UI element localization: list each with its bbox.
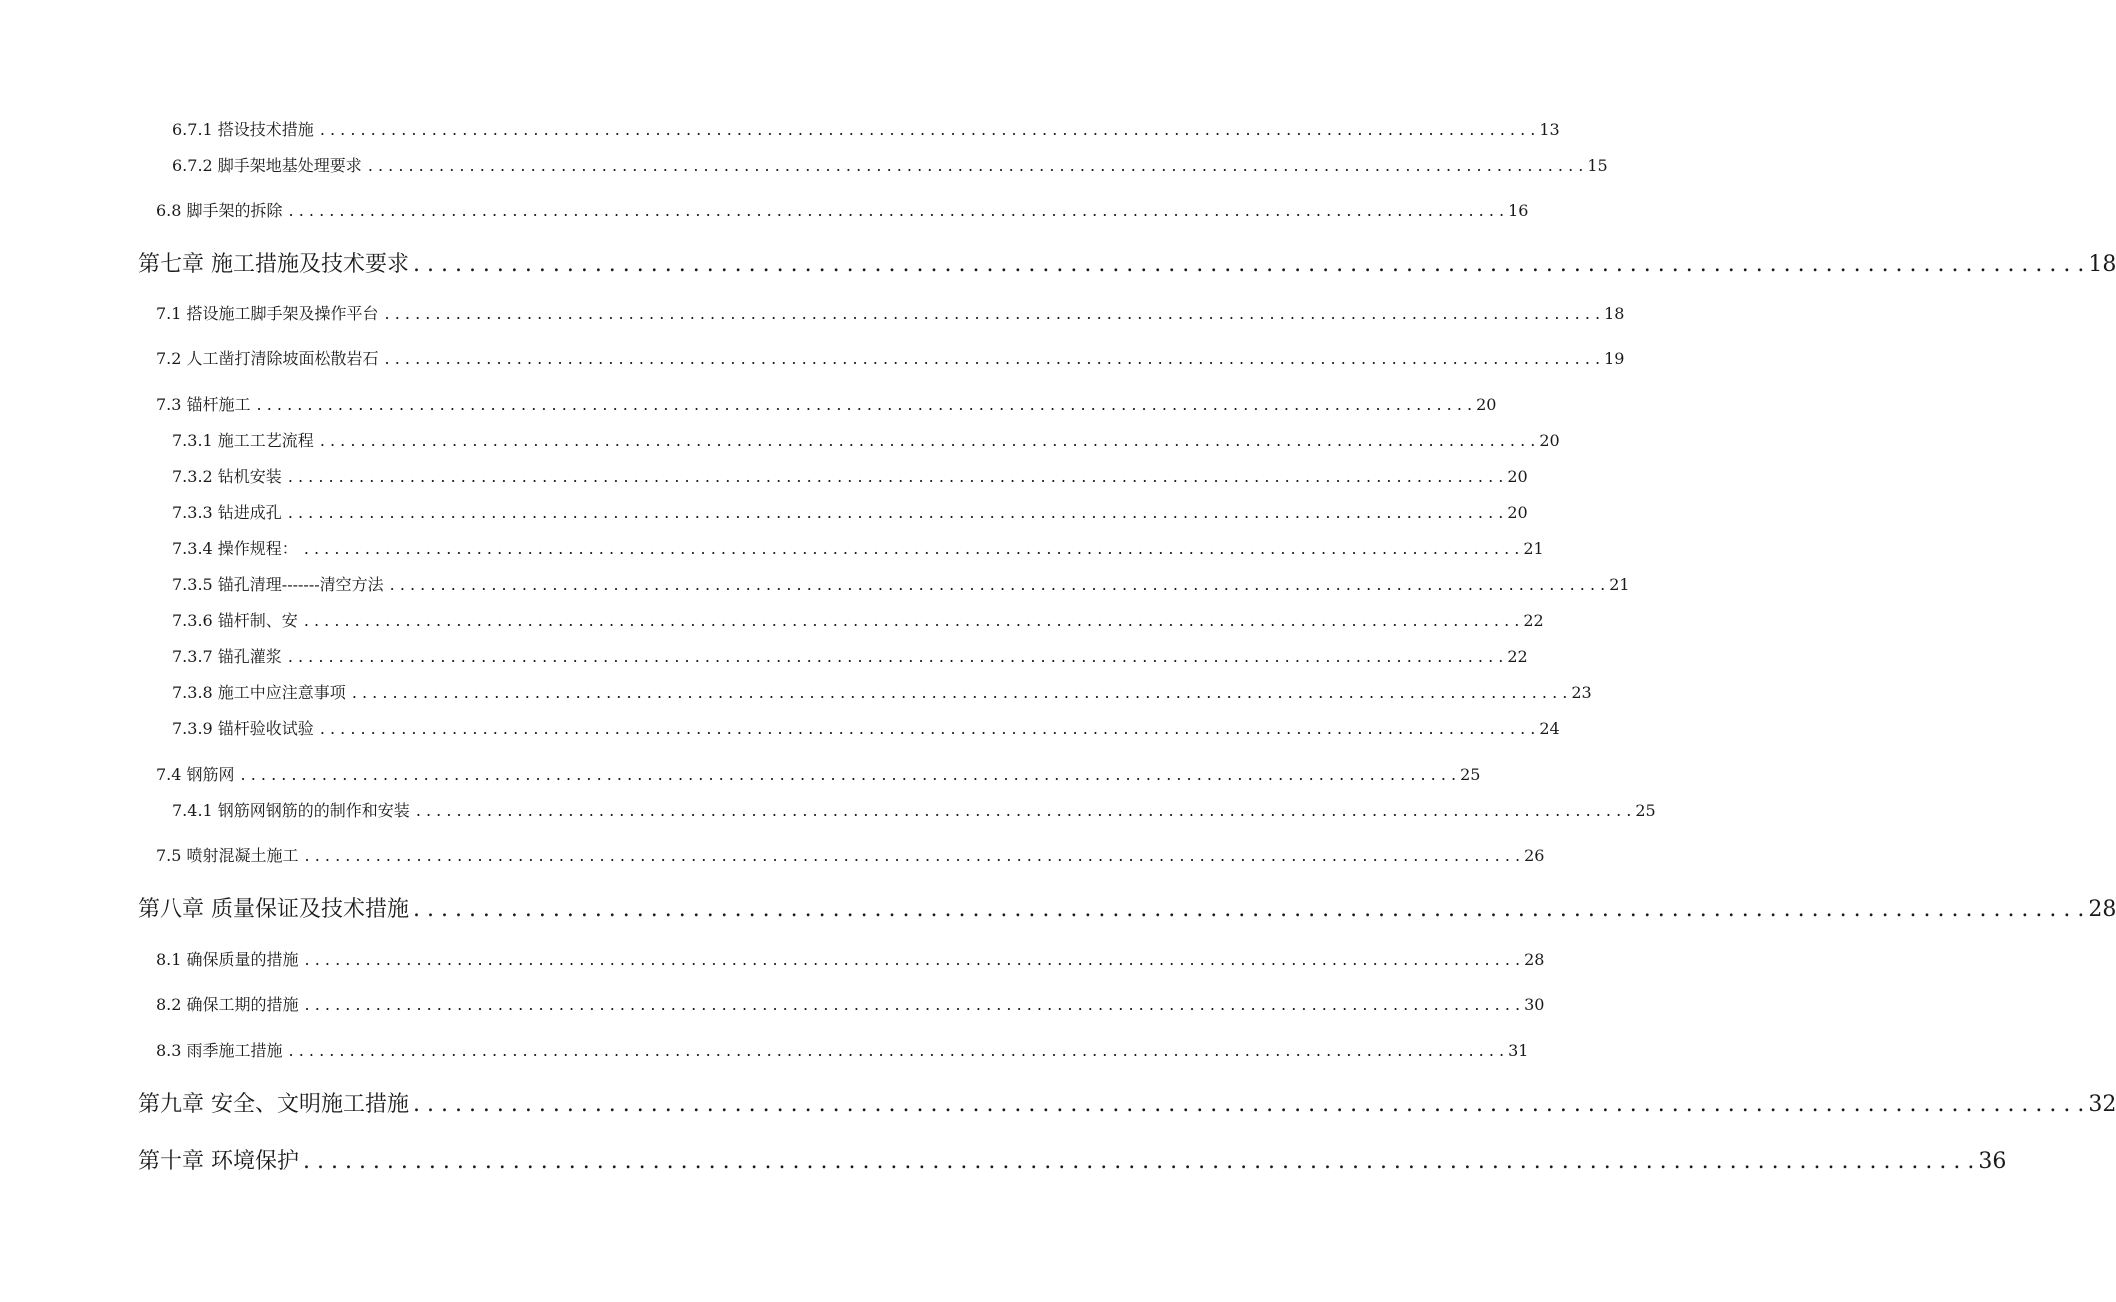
toc-chapter-entry[interactable] [138, 1149, 2007, 1174]
toc-dot-leader: . . . . . . . . . . . . . . . . . . . . . . . . . . . . . . . . . . . . . . . . . . . . . . . . . . . . . . . . . . . . . . . . . . . . . . . . . . . . . . . . . . . . . . . . . . . . . . . . . . . . . . . . . . . . . . . . . . . . . . . . [351, 683, 1568, 702]
toc-entry[interactable] [156, 995, 1545, 1014]
toc-entry[interactable] [156, 349, 1625, 368]
toc-entry-title: 7.3.1 施工工艺流程 [172, 431, 314, 450]
toc-entry-page: 25 [1635, 801, 1656, 820]
toc-entry-page: 20 [1507, 503, 1528, 522]
toc-entry-title: 8.3 雨季施工措施 [156, 1041, 283, 1060]
toc-entry[interactable] [172, 120, 1560, 139]
toc-entry-page: 15 [1587, 156, 1608, 175]
toc-entry[interactable] [172, 431, 1560, 450]
toc-entry-page: 16 [1508, 201, 1529, 220]
toc-entry-page: 20 [1476, 395, 1497, 414]
toc-entry[interactable] [156, 1041, 1529, 1060]
toc-entry[interactable] [156, 846, 1545, 865]
toc-entry-title: 7.3.8 施工中应注意事项 [172, 683, 346, 702]
toc-entry-title: 7.1 搭设施工脚手架及操作平台 [156, 304, 379, 323]
toc-entry-title: 第九章 安全、文明施工措施 [138, 1092, 409, 1117]
toc-dot-leader: . . . . . . . . . . . . . . . . . . . . . . . . . . . . . . . . . . . . . . . . . . . . . . . . . . . . . . . . . . . . . . . . . . . . . . . . . . . . . . . . . . . . . . . . . . . . . . . . . . . . . . . . . . . . . . . . . . . . . . . . [303, 539, 1520, 558]
toc-entry-title: 6.7.1 搭设技术措施 [172, 120, 314, 139]
toc-entry[interactable] [172, 647, 1528, 666]
toc-dot-leader: . . . . . . . . . . . . . . . . . . . . . . . . . . . . . . . . . . . . . . . . . . . . . . . . . . . . . . . . . . . . . . . . . . . . . . . . . . . . . . . . . . . . . . . . . . . . . . . . . . . . . . . . . . . . . . . . . . . . . . . . [303, 1149, 1975, 1174]
toc-entry-page: 20 [1539, 431, 1560, 450]
toc-entry[interactable] [172, 683, 1592, 702]
toc-dot-leader: . . . . . . . . . . . . . . . . . . . . . . . . . . . . . . . . . . . . . . . . . . . . . . . . . . . . . . . . . . . . . . . . . . . . . . . . . . . . . . . . . . . . . . . . . . . . . . . . . . . . . . . . . . . . . . . . . . . . . . . . [240, 765, 1457, 784]
toc-entry-page: 26 [1524, 846, 1545, 865]
toc-dot-leader: . . . . . . . . . . . . . . . . . . . . . . . . . . . . . . . . . . . . . . . . . . . . . . . . . . . . . . . . . . . . . . . . . . . . . . . . . . . . . . . . . . . . . . . . . . . . . . . . . . . . . . . . . . . . . . . . . . . . . . . . [415, 801, 1632, 820]
toc-entry-page: 36 [1978, 1149, 2007, 1174]
toc-entry[interactable] [156, 950, 1545, 969]
toc-dot-leader: . . . . . . . . . . . . . . . . . . . . . . . . . . . . . . . . . . . . . . . . . . . . . . . . . . . . . . . . . . . . . . . . . . . . . . . . . . . . . . . . . . . . . . . . . . . . . . . . . . . . . . . . . . . . . . . . . . . . . . . . [319, 431, 1536, 450]
toc-entry-page: 28 [1524, 950, 1545, 969]
toc-dot-leader: . . . . . . . . . . . . . . . . . . . . . . . . . . . . . . . . . . . . . . . . . . . . . . . . . . . . . . . . . . . . . . . . . . . . . . . . . . . . . . . . . . . . . . . . . . . . . . . . . . . . . . . . . . . . . . . . . . . . . . . . [413, 1092, 2085, 1117]
toc-entry-title: 7.4 钢筋网 [156, 765, 235, 784]
toc-entry-title: 第八章 质量保证及技术措施 [138, 897, 409, 922]
toc-dot-leader: . . . . . . . . . . . . . . . . . . . . . . . . . . . . . . . . . . . . . . . . . . . . . . . . . . . . . . . . . . . . . . . . . . . . . . . . . . . . . . . . . . . . . . . . . . . . . . . . . . . . . . . . . . . . . . . . . . . . . . . . [256, 395, 1473, 414]
toc-entry-title: 7.5 喷射混凝土施工 [156, 846, 299, 865]
toc-entry-title: 7.4.1 钢筋网钢筋的的制作和安装 [172, 801, 410, 820]
toc-dot-leader: . . . . . . . . . . . . . . . . . . . . . . . . . . . . . . . . . . . . . . . . . . . . . . . . . . . . . . . . . . . . . . . . . . . . . . . . . . . . . . . . . . . . . . . . . . . . . . . . . . . . . . . . . . . . . . . . . . . . . . . . [287, 503, 1504, 522]
toc-entry-page: 30 [1524, 995, 1545, 1014]
toc-dot-leader: . . . . . . . . . . . . . . . . . . . . . . . . . . . . . . . . . . . . . . . . . . . . . . . . . . . . . . . . . . . . . . . . . . . . . . . . . . . . . . . . . . . . . . . . . . . . . . . . . . . . . . . . . . . . . . . . . . . . . . . . [288, 1041, 1505, 1060]
toc-entry-title: 8.2 确保工期的措施 [156, 995, 299, 1014]
toc-dot-leader: . . . . . . . . . . . . . . . . . . . . . . . . . . . . . . . . . . . . . . . . . . . . . . . . . . . . . . . . . . . . . . . . . . . . . . . . . . . . . . . . . . . . . . . . . . . . . . . . . . . . . . . . . . . . . . . . . . . . . . . . [413, 897, 2085, 922]
toc-entry[interactable] [172, 575, 1630, 594]
toc-entry-title: 7.3.5 锚孔清理-------清空方法 [172, 575, 384, 594]
toc-entry-page: 18 [1604, 304, 1625, 323]
toc-entry[interactable] [172, 156, 1608, 175]
toc-entry-title: 7.3.6 锚杆制、安 [172, 611, 298, 630]
toc-dot-leader: . . . . . . . . . . . . . . . . . . . . . . . . . . . . . . . . . . . . . . . . . . . . . . . . . . . . . . . . . . . . . . . . . . . . . . . . . . . . . . . . . . . . . . . . . . . . . . . . . . . . . . . . . . . . . . . . . . . . . . . . [287, 647, 1504, 666]
toc-dot-leader: . . . . . . . . . . . . . . . . . . . . . . . . . . . . . . . . . . . . . . . . . . . . . . . . . . . . . . . . . . . . . . . . . . . . . . . . . . . . . . . . . . . . . . . . . . . . . . . . . . . . . . . . . . . . . . . . . . . . . . . . [384, 304, 1601, 323]
toc-entry-page: 28 [2088, 897, 2116, 922]
toc-entry-title: 第七章 施工措施及技术要求 [138, 252, 409, 277]
toc-entry[interactable] [156, 395, 1497, 414]
toc-entry[interactable] [172, 801, 1656, 820]
toc-dot-leader: . . . . . . . . . . . . . . . . . . . . . . . . . . . . . . . . . . . . . . . . . . . . . . . . . . . . . . . . . . . . . . . . . . . . . . . . . . . . . . . . . . . . . . . . . . . . . . . . . . . . . . . . . . . . . . . . . . . . . . . . [413, 252, 2085, 277]
toc-dot-leader: . . . . . . . . . . . . . . . . . . . . . . . . . . . . . . . . . . . . . . . . . . . . . . . . . . . . . . . . . . . . . . . . . . . . . . . . . . . . . . . . . . . . . . . . . . . . . . . . . . . . . . . . . . . . . . . . . . . . . . . . [319, 120, 1536, 139]
toc-dot-leader: . . . . . . . . . . . . . . . . . . . . . . . . . . . . . . . . . . . . . . . . . . . . . . . . . . . . . . . . . . . . . . . . . . . . . . . . . . . . . . . . . . . . . . . . . . . . . . . . . . . . . . . . . . . . . . . . . . . . . . . . [389, 575, 1606, 594]
toc-entry-page: 13 [1539, 120, 1560, 139]
toc-entry-title: 7.3.7 锚孔灌浆 [172, 647, 282, 666]
toc-entry-title: 8.1 确保质量的措施 [156, 950, 299, 969]
toc-entry[interactable] [172, 539, 1544, 558]
toc-dot-leader: . . . . . . . . . . . . . . . . . . . . . . . . . . . . . . . . . . . . . . . . . . . . . . . . . . . . . . . . . . . . . . . . . . . . . . . . . . . . . . . . . . . . . . . . . . . . . . . . . . . . . . . . . . . . . . . . . . . . . . . . [304, 950, 1521, 969]
toc-entry-page: 24 [1539, 719, 1560, 738]
toc-entry-title: 7.3.3 钻进成孔 [172, 503, 282, 522]
toc-dot-leader: . . . . . . . . . . . . . . . . . . . . . . . . . . . . . . . . . . . . . . . . . . . . . . . . . . . . . . . . . . . . . . . . . . . . . . . . . . . . . . . . . . . . . . . . . . . . . . . . . . . . . . . . . . . . . . . . . . . . . . . . [303, 611, 1520, 630]
toc-entry-page: 21 [1523, 539, 1544, 558]
toc-entry-title: 第十章 环境保护 [138, 1149, 299, 1174]
toc-entry[interactable] [172, 503, 1528, 522]
toc-entry-title: 7.3.4 操作规程： [172, 539, 298, 558]
toc-entry-title: 7.3 锚杆施工 [156, 395, 251, 414]
toc-dot-leader: . . . . . . . . . . . . . . . . . . . . . . . . . . . . . . . . . . . . . . . . . . . . . . . . . . . . . . . . . . . . . . . . . . . . . . . . . . . . . . . . . . . . . . . . . . . . . . . . . . . . . . . . . . . . . . . . . . . . . . . . [319, 719, 1536, 738]
toc-entry[interactable] [172, 719, 1560, 738]
toc-entry-title: 6.8 脚手架的拆除 [156, 201, 283, 220]
toc-entry-page: 32 [2088, 1092, 2116, 1117]
toc-entry-title: 7.2 人工凿打清除坡面松散岩石 [156, 349, 379, 368]
toc-entry-page: 22 [1523, 611, 1544, 630]
toc-dot-leader: . . . . . . . . . . . . . . . . . . . . . . . . . . . . . . . . . . . . . . . . . . . . . . . . . . . . . . . . . . . . . . . . . . . . . . . . . . . . . . . . . . . . . . . . . . . . . . . . . . . . . . . . . . . . . . . . . . . . . . . . [304, 995, 1521, 1014]
toc-entry[interactable] [156, 201, 1529, 220]
toc-entry-page: 25 [1460, 765, 1481, 784]
toc-entry[interactable] [156, 765, 1481, 784]
toc-dot-leader: . . . . . . . . . . . . . . . . . . . . . . . . . . . . . . . . . . . . . . . . . . . . . . . . . . . . . . . . . . . . . . . . . . . . . . . . . . . . . . . . . . . . . . . . . . . . . . . . . . . . . . . . . . . . . . . . . . . . . . . . [384, 349, 1601, 368]
toc-dot-leader: . . . . . . . . . . . . . . . . . . . . . . . . . . . . . . . . . . . . . . . . . . . . . . . . . . . . . . . . . . . . . . . . . . . . . . . . . . . . . . . . . . . . . . . . . . . . . . . . . . . . . . . . . . . . . . . . . . . . . . . . [367, 156, 1584, 175]
toc-dot-leader: . . . . . . . . . . . . . . . . . . . . . . . . . . . . . . . . . . . . . . . . . . . . . . . . . . . . . . . . . . . . . . . . . . . . . . . . . . . . . . . . . . . . . . . . . . . . . . . . . . . . . . . . . . . . . . . . . . . . . . . . [288, 201, 1505, 220]
toc-chapter-entry[interactable] [138, 897, 2116, 922]
toc-entry-title: 7.3.9 锚杆验收试验 [172, 719, 314, 738]
toc-entry-page: 22 [1507, 647, 1528, 666]
toc-entry-page: 20 [1507, 467, 1528, 486]
toc-entry[interactable] [172, 467, 1528, 486]
toc-dot-leader: . . . . . . . . . . . . . . . . . . . . . . . . . . . . . . . . . . . . . . . . . . . . . . . . . . . . . . . . . . . . . . . . . . . . . . . . . . . . . . . . . . . . . . . . . . . . . . . . . . . . . . . . . . . . . . . . . . . . . . . . [287, 467, 1504, 486]
toc-chapter-entry[interactable] [138, 1092, 2116, 1117]
toc-entry-title: 7.3.2 钻机安装 [172, 467, 282, 486]
toc-entry-page: 23 [1571, 683, 1592, 702]
toc-chapter-entry[interactable] [138, 252, 2116, 277]
toc-entry-page: 31 [1508, 1041, 1529, 1060]
toc-entry[interactable] [172, 611, 1544, 630]
toc-entry-page: 21 [1609, 575, 1630, 594]
toc-entry-page: 19 [1604, 349, 1625, 368]
toc-entry-page: 18 [2088, 252, 2116, 277]
toc-entry[interactable] [156, 304, 1625, 323]
toc-entry-title: 6.7.2 脚手架地基处理要求 [172, 156, 362, 175]
toc-dot-leader: . . . . . . . . . . . . . . . . . . . . . . . . . . . . . . . . . . . . . . . . . . . . . . . . . . . . . . . . . . . . . . . . . . . . . . . . . . . . . . . . . . . . . . . . . . . . . . . . . . . . . . . . . . . . . . . . . . . . . . . . [304, 846, 1521, 865]
